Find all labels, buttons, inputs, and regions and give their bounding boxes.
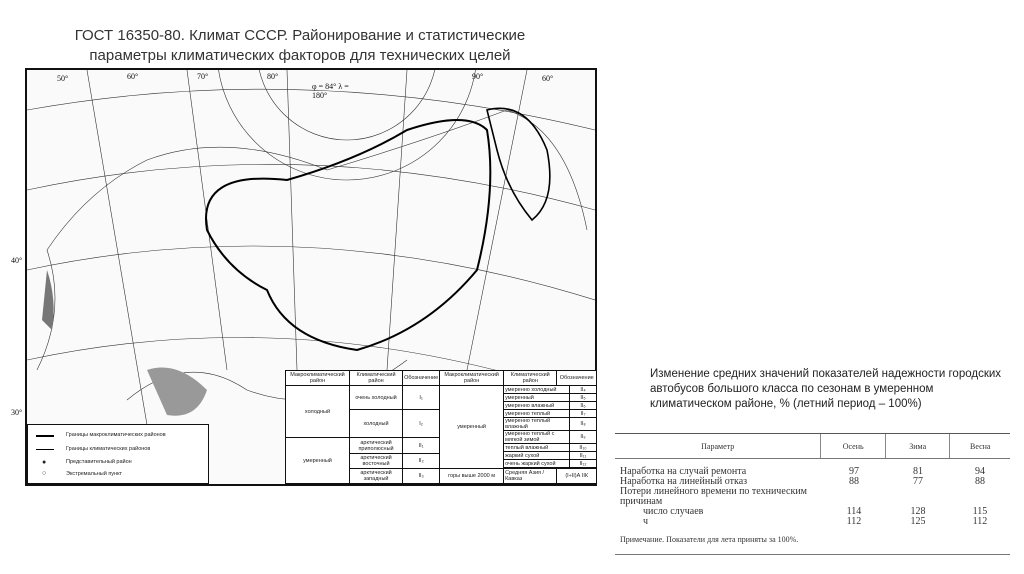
reliability-table [615, 433, 1010, 555]
zone-table: Макроклиматический район Климатический район Обозначение Макроклиматический район Климатический район Обозначение холодный очень холодный I₁ умеренный умеренно холодный II₄ умеренный II₅ умеренно влажный II₆ умеренно теплый II₇ умеренно теплый влажный II₈ умеренно теплый с мягкой зимой II₉ теплый влажный II₁₀ жаркий сухой II₁₁ очень жаркий сухой II₁₂ холодный I₂ умеренный арктический приполюсный II₁ арктический восточный II₂ арктический западный II₃ горы выше 2000 м Средняя Азия / Кавказ (I÷II)А IIК [285, 370, 597, 484]
legend-label: Представительный район [66, 459, 132, 465]
header-cell: Климатический район [349, 371, 402, 386]
row-label: Наработка на случай ремонта [620, 466, 747, 477]
thin-line-icon [36, 449, 54, 450]
legend-label: Границы макроклиматических районов [66, 432, 166, 438]
row-value: 125 [910, 516, 926, 527]
subzone-row [504, 431, 596, 444]
code-cell: IIК [581, 473, 589, 479]
code-cell: II₁₁ [570, 452, 597, 460]
zone-cell: Кавказ [505, 476, 523, 482]
longitude-label: 60° [542, 74, 554, 83]
longitude-label: 50° [57, 74, 69, 83]
code-cell: I₁ [403, 386, 440, 410]
row-value: 97 [849, 466, 859, 477]
code-cell: II₇ [570, 410, 597, 418]
row-value: 81 [913, 466, 923, 477]
subzone-row [504, 402, 596, 410]
macro-cell: горы выше 2000 м [440, 469, 504, 484]
subzone-row [504, 460, 596, 468]
legend-label: Границы климатических районов [66, 446, 151, 452]
thick-line-icon [36, 435, 54, 437]
zone-cell: арктический приполюсный [349, 438, 402, 454]
code-cell: II₆ [570, 402, 597, 410]
code-cell: (I÷II)А [565, 473, 581, 479]
row-value: 94 [975, 466, 985, 477]
dot-icon: ● [42, 459, 47, 466]
table-header [615, 433, 1010, 459]
row-value: 88 [975, 476, 985, 487]
subzone-row [504, 418, 596, 431]
subzone-row [504, 452, 596, 460]
zone-cell: холодный [349, 410, 402, 438]
header-spring: Весна [969, 441, 991, 451]
zone-cell: умеренно теплый с мягкой зимой [504, 431, 569, 444]
header-cell: Макроклиматический район [440, 371, 504, 386]
zone-cell: очень жаркий сухой [504, 460, 569, 468]
zone-cell: умеренно холодный [504, 386, 569, 394]
table-row [615, 507, 1010, 517]
code-cell: I₂ [403, 410, 440, 438]
row-value [950, 487, 1010, 507]
row-value: 112 [972, 516, 988, 527]
header-autumn: Осень [821, 434, 886, 458]
code-cell: II₈ [570, 418, 597, 431]
row-value: 115 [972, 506, 988, 517]
pole-label: φ = 84° λ = 180° [312, 82, 349, 100]
subzone-row [504, 444, 596, 452]
row-value [822, 487, 886, 507]
climate-zoning-map [11, 68, 597, 486]
slide-title: ГОСТ 16350-80. Климат СССР. Районирование и статистические параметры климатических факторов для технических целей [74, 27, 526, 64]
code-cell: II₁ [403, 438, 440, 454]
zone-cell: умеренно влажный [504, 402, 569, 410]
macro-cell: холодный [286, 386, 350, 438]
row-value: 114 [846, 506, 862, 517]
zone-cell: Средняя Азия [505, 470, 542, 476]
table-row [615, 517, 1010, 527]
table-row [615, 487, 1010, 507]
circle-icon: ○ [42, 470, 47, 477]
code-cell: II₁₀ [570, 444, 597, 452]
macro-cell: умеренный [286, 438, 350, 484]
row-label: Потери линейного времени по техническим причинам [620, 486, 807, 507]
zone-cell: жаркий сухой [504, 452, 569, 460]
longitude-label: 90° [472, 72, 484, 81]
code-cell: II₂ [403, 454, 440, 469]
zone-cell: умеренно теплый [504, 410, 569, 418]
code-cell: II₅ [570, 394, 597, 402]
row-value: 112 [846, 516, 862, 527]
header-parameter: Параметр [615, 434, 821, 458]
row-value: 77 [913, 476, 923, 487]
longitude-label: 70° [197, 72, 209, 81]
zone-cell: арктический западный [349, 469, 402, 484]
legend-label: Экстремальный пункт [66, 471, 123, 477]
latitude-label: 40° [11, 256, 23, 265]
subzone-row [504, 410, 596, 418]
table-caption: Изменение средних значений показателей надежности городских автобусов большого класса по сезонам в умеренном климатическом районе, % (летний период – 100%) [650, 368, 1002, 410]
zone-cell: арктический восточный [349, 454, 402, 469]
row-value: 88 [849, 476, 859, 487]
zone-cell: умеренный [504, 394, 569, 402]
latitude-label: 30° [11, 408, 23, 417]
row-label: число случаев [643, 506, 704, 517]
row-value [886, 487, 950, 507]
code-cell: II₉ [570, 431, 597, 444]
zone-cell: очень холодный [349, 386, 402, 410]
row-label: Наработка на линейный отказ [620, 476, 748, 487]
subzone-row [504, 386, 596, 394]
longitude-label: 60° [127, 72, 139, 81]
subzone-list [504, 386, 596, 468]
macro-cell: умеренный [440, 386, 504, 469]
code-cell: II₁₂ [570, 460, 597, 468]
zone-cell: умеренно теплый влажный [504, 418, 569, 431]
code-cell: II₄ [570, 386, 597, 394]
header-cell: Макроклиматический район [286, 371, 350, 386]
zone-cell: теплый влажный [504, 444, 569, 452]
header-cell: Обозначение [557, 371, 597, 386]
row-value: 128 [910, 506, 926, 517]
header-winter: Зима [886, 434, 951, 458]
subzone-row [504, 394, 596, 402]
header-cell: Обозначение [403, 371, 440, 386]
code-cell: II₃ [403, 469, 440, 484]
row-label: ч [643, 516, 649, 527]
map-legend [27, 424, 209, 484]
header-cell: Климатический район [504, 371, 557, 386]
longitude-label: 80° [267, 72, 279, 81]
table-note: Примечание. Показатели для лета приняты за 100%. [620, 535, 799, 544]
